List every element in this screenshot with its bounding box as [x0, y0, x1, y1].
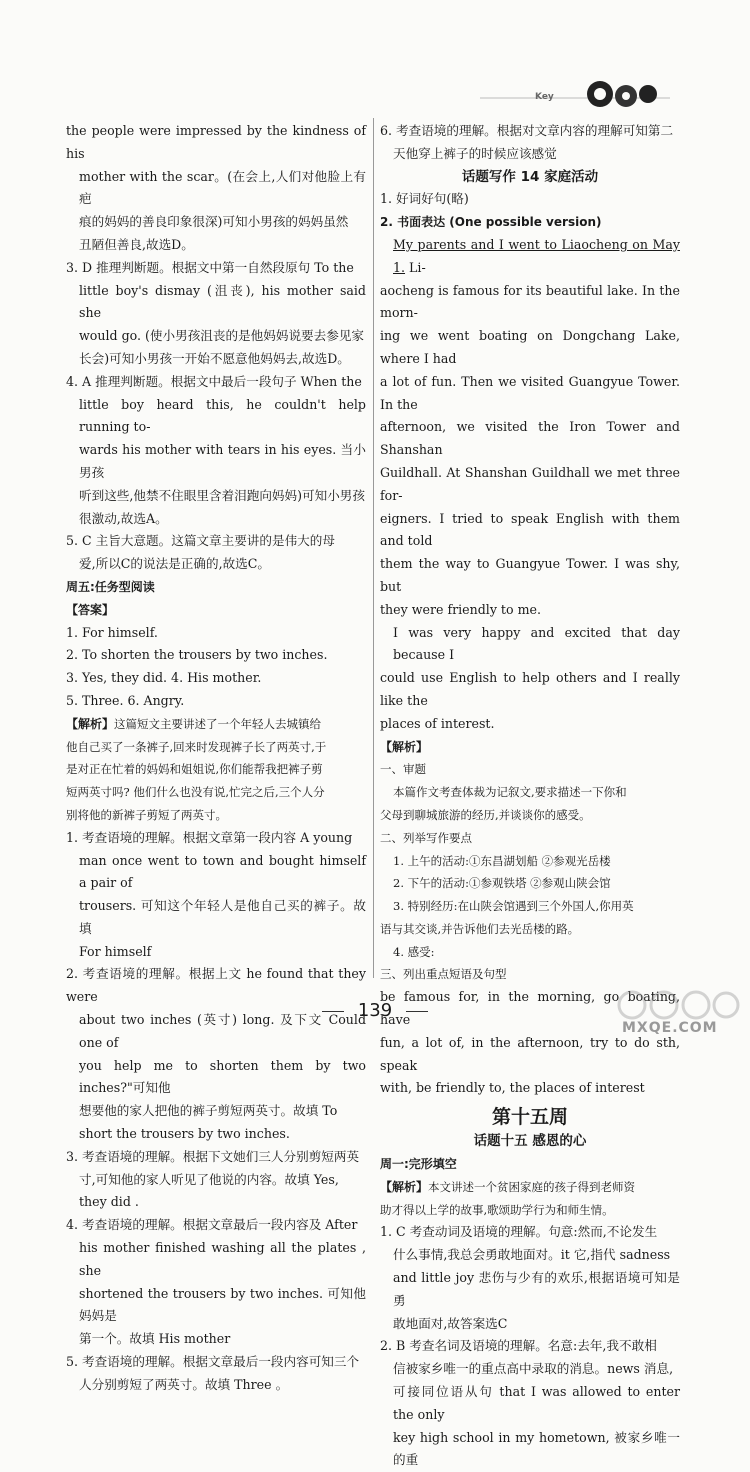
explanation-line: 什么事情,我总会勇敢地面对。it 它,指代 sadness	[393, 1247, 671, 1263]
explanation-line: about two inches (英寸) long. 及下文 Could one of	[79, 1012, 366, 1050]
analysis-line: 语与其交谈,并告诉他们去光岳楼的路。	[380, 921, 580, 936]
essay-line: places of interest.	[380, 715, 495, 731]
week-15-heading: 第十五周	[491, 1106, 568, 1129]
topic-14-heading: 话题写作 14 家庭活动	[461, 168, 599, 185]
analysis-label: 【解析】	[380, 1179, 429, 1194]
explanation-line: trousers. 可知这个年轻人是他自己买的裤子。故填	[79, 898, 366, 936]
analysis-line: 是对正在忙着的妈妈和姐姐说,你们能帮我把裤子剪	[66, 762, 323, 777]
essay-line: Guildhall. At Shanshan Guildhall we met three for-	[380, 464, 680, 503]
analysis-line: 三、列出重点短语及句型	[380, 967, 507, 982]
analysis-line: 助才得以上学的故事,歌颂助学行为和师生情。	[380, 1202, 614, 1217]
text-line: the people were impressed by the kindness of his	[66, 123, 366, 161]
page-number-value: 139	[357, 1000, 393, 1021]
explanation-line: For himself	[79, 943, 152, 959]
explanation-line: and little joy 悲伤与少有的欢乐,根据语境可知是勇	[393, 1270, 680, 1308]
explanation-line: 1. C 考查动词及语境的理解。句意:然而,不论发生	[380, 1224, 658, 1240]
text-line: 天他穿上裤子的时候应该感觉	[393, 145, 557, 161]
text-line: 很激动,故选A。	[79, 510, 168, 526]
analysis-line: fun, a lot of, in the afternoon, try to do sth, speak	[380, 1034, 680, 1073]
text-line: 长会)可知小男孩一开始不愿意他妈妈去,故选D。	[79, 350, 350, 366]
explanation-line: key high school in my hometown, 被家乡唯一的重	[393, 1429, 680, 1468]
explanation-line: 可接同位语从句 that I was allowed to enter the only	[393, 1384, 680, 1422]
explanation-line: shortened the trousers by two inches. 可知他妈妈是	[79, 1285, 366, 1324]
analysis-line: 父母到聊城旅游的经历,并谈谈你的感受。	[380, 807, 591, 822]
page-number-dash-right	[406, 1011, 428, 1012]
text-line: 爱,所以C的说法是正确的,故选C。	[79, 556, 270, 572]
analysis-label: 【解析】	[380, 739, 429, 754]
page-number-dash-left	[322, 1011, 344, 1012]
explanation-line: 5. 考查语境的理解。根据文章最后一段内容可知三个	[66, 1354, 360, 1370]
essay-line: could use English to help others and I really like the	[380, 670, 680, 708]
header-key-label: Key	[535, 92, 554, 102]
analysis-line: 短两英寸吗? 他们什么也没有说,忙完之后,三个人分	[66, 785, 325, 800]
essay-line: them the way to Guangyue Tower. I was shy, but	[380, 556, 680, 594]
analysis-line: 2. 下午的活动:①参观铁塔 ②参观山陕会馆	[393, 876, 611, 891]
text-line: 3. D 推理判断题。根据文中第一自然段原句 To the	[66, 259, 354, 275]
analysis-line: 1. 上午的活动:①东昌湖划船 ②参观光岳楼	[393, 853, 611, 868]
text-line: 6. 考查语境的理解。根据对文章内容的理解可知第二	[380, 123, 674, 138]
analysis-line: 二、列举写作要点	[380, 830, 472, 845]
essay-line: I was very happy and excited that day because I	[393, 624, 680, 663]
essay-line: aocheng is famous for its beautiful lake. In the morn-	[380, 282, 680, 321]
explanation-line: 3. 考查语境的理解。根据下文她们三人分别剪短两英	[66, 1148, 360, 1164]
analysis-line: 本文讲述一个贫困家庭的孩子得到老师资	[428, 1179, 636, 1194]
answer-line: 1. For himself.	[66, 624, 158, 640]
explanation-line: man once went to town and bought himself a pair of	[79, 852, 366, 891]
analysis-line: 3. 特别经历:在山陕会馆遇到三个外国人,你用英	[393, 899, 634, 914]
analysis-line: with, be friendly to, the places of interest	[380, 1080, 645, 1096]
watermark-url: MXQE.COM	[622, 1020, 718, 1036]
section-heading-monday: 周一:完形填空	[380, 1157, 457, 1172]
left-column	[66, 120, 366, 1397]
analysis-line: 这篇短文主要讲述了一个年轻人去城镇给	[114, 716, 322, 731]
explanation-line: 信被家乡唯一的重点高中录取的消息。news 消息,	[393, 1361, 674, 1377]
essay-line: afternoon, we visited the Iron Tower and Shanshan	[380, 419, 680, 458]
section-heading-friday: 周五:任务型阅读	[66, 579, 155, 594]
analysis-line: be famous for, in the morning, go boating, have	[380, 989, 680, 1028]
explanation-line: short the trousers by two inches.	[79, 1126, 290, 1142]
explanation-line: 第一个。故填 His mother	[79, 1331, 231, 1347]
analysis-line: 别将他的新裤子剪短了两英寸。	[66, 807, 227, 822]
column-divider	[373, 118, 374, 978]
answer-label: 【答案】	[66, 602, 115, 617]
answer-line: 2. To shorten the trousers by two inches.	[66, 647, 328, 663]
analysis-line: 本篇作文考查体裁为记叙文,要求描述一下你和	[393, 785, 627, 800]
essay-line: Li-	[409, 259, 426, 275]
writing-label: 2. 书面表达 (One possible version)	[380, 215, 602, 230]
text-line: wards his mother with tears in his eyes. 当小男孩	[79, 442, 366, 480]
good-words-line: 1. 好词好句(略)	[380, 191, 469, 207]
essay-line: a lot of fun. Then we visited Guangyue Tower. In the	[380, 373, 680, 412]
header-decoration	[480, 72, 670, 114]
essay-line: eigners. I tried to speak English with them and told	[380, 510, 680, 549]
essay-first-sentence: My parents and I went to Liaocheng on May 1.	[393, 236, 680, 275]
explanation-line: 4. 考查语境的理解。根据文章最后一段内容及 After	[66, 1217, 358, 1233]
explanation-line: 想要他的家人把他的裤子剪短两英寸。故填 To	[79, 1103, 338, 1119]
essay-line: ing we went boating on Dongchang Lake, where I had	[380, 328, 680, 366]
explanation-line: 1. 考查语境的理解。根据文章第一段内容 A young	[66, 829, 353, 845]
explanation-line: 敢地面对,故答案选C	[393, 1315, 508, 1331]
text-line: 5. C 主旨大意题。这篇文章主要讲的是伟大的母	[66, 533, 335, 549]
analysis-line: 他自己买了一条裤子,回来时发现裤子长了两英寸,于	[66, 739, 327, 754]
answer-line: 3. Yes, they did. 4. His mother.	[66, 670, 262, 686]
text-line: 4. A 推理判断题。根据文中最后一段句子 When the	[66, 373, 362, 389]
analysis-line: 一、审题	[380, 762, 426, 777]
explanation-line: 寸,可知他的家人听见了他说的内容。故填 Yes,	[79, 1171, 339, 1187]
text-line: would go. (使小男孩沮丧的是他妈妈说要去参见家	[79, 328, 365, 344]
text-line: 痕的妈妈的善良印象很深)可知小男孩的妈妈虽然	[79, 214, 349, 230]
text-line: mother with the scar。(在会上,人们对他脸上有疤	[79, 168, 366, 207]
text-line: little boy's dismay (沮丧), his mother said she	[79, 282, 366, 321]
explanation-line: his mother finished washing all the plates , she	[79, 1240, 366, 1278]
topic-15-heading: 话题十五 感恩的心	[473, 1133, 587, 1150]
explanation-line: 2. 考查语境的理解。根据上文 he found that they were	[66, 966, 366, 1005]
explanation-line: you help me to shorten them by two inches?"可知他	[79, 1057, 366, 1096]
explanation-line: 2. B 考查名词及语境的理解。名意:去年,我不敢相	[380, 1338, 657, 1354]
answer-line: 5. Three. 6. Angry.	[66, 692, 185, 708]
explanation-line: 人分别剪短了两英寸。故填 Three 。	[79, 1376, 289, 1392]
analysis-line: 4. 感受:	[393, 944, 435, 959]
analysis-label: 【解析】	[66, 716, 115, 731]
essay-line: they were friendly to me.	[380, 601, 541, 617]
text-line: 丑陋但善良,故选D。	[79, 236, 194, 252]
explanation-line: they did .	[79, 1194, 139, 1210]
text-line: 听到这些,他禁不住眼里含着泪跑向妈妈)可知小男孩	[79, 487, 365, 503]
right-column	[380, 120, 680, 1472]
text-line: little boy heard this, he couldn't help running to-	[79, 396, 366, 435]
